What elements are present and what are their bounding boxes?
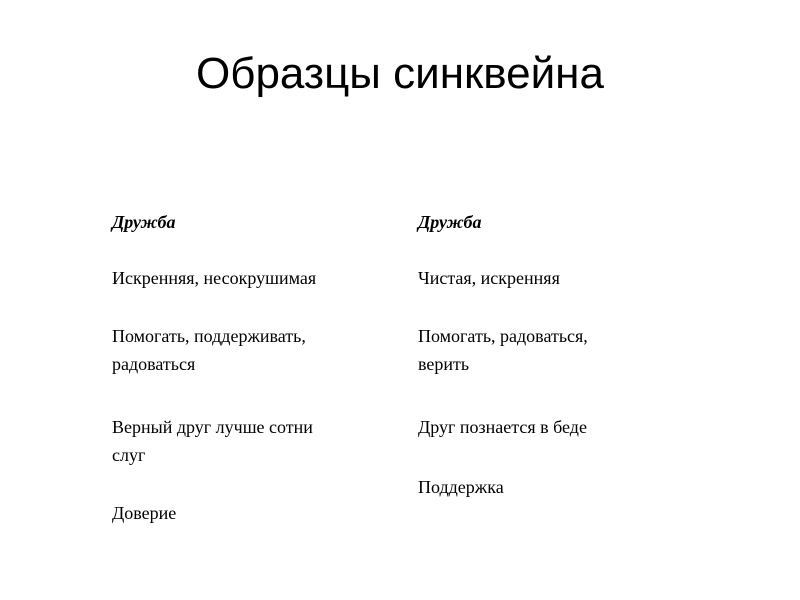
- cinquain-adjectives: Искренняя, несокрушимая: [112, 268, 317, 288]
- cinquain-adjectives: Чистая, искренняя: [418, 268, 560, 288]
- cinquain-phrase-line1: Друг познается в беде: [418, 417, 587, 437]
- cinquain-summary: Доверие: [112, 503, 177, 523]
- cinquain-phrase-line1: Верный друг лучше сотни: [112, 417, 313, 437]
- cinquain-verbs-line2: радоваться: [112, 354, 196, 374]
- cinquain-summary: Поддержка: [418, 477, 504, 497]
- cinquain-verbs-line2: верить: [418, 354, 470, 374]
- cinquain-left: [112, 208, 392, 546]
- cinquain-phrase-line2: слуг: [112, 445, 146, 465]
- cinquain-title: Дружба: [112, 212, 176, 232]
- cinquain-right: [418, 208, 698, 520]
- cinquain-title: Дружба: [418, 212, 482, 232]
- slide-title: Образцы синквейна: [196, 49, 604, 98]
- cinquain-verbs-line1: Помогать, поддерживать,: [112, 326, 306, 346]
- cinquain-verbs-line1: Помогать, радоваться,: [418, 326, 588, 346]
